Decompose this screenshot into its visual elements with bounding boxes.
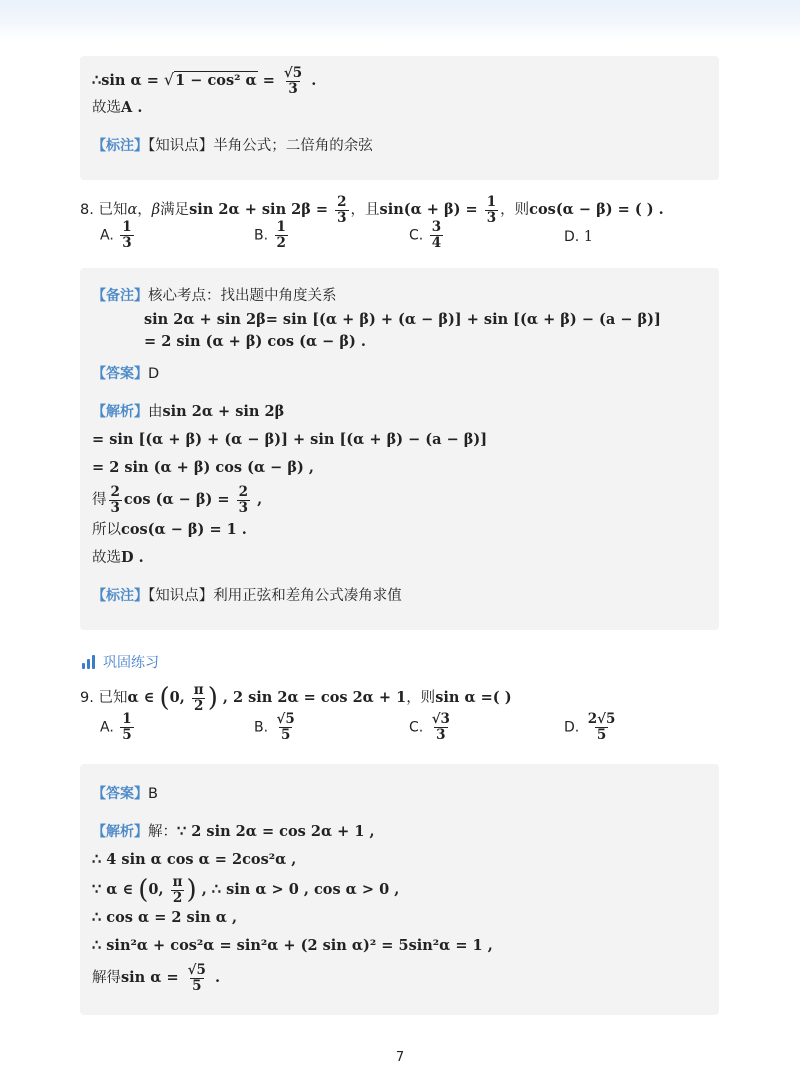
solution-box-q7-continued xyxy=(80,56,719,180)
option-a: A. $\frac{1}{5}$ xyxy=(100,711,132,743)
answer-label: 【答案】 xyxy=(92,786,148,802)
analysis-line: = 2 sin (α + β) cos (α − β) , xyxy=(92,459,314,476)
bar-chart-icon xyxy=(82,655,95,669)
section-title xyxy=(82,653,159,671)
fraction: $\frac{√5}{3}$ xyxy=(283,64,303,97)
answer-value: D xyxy=(148,366,160,382)
question-number: 9. xyxy=(80,690,94,706)
tag-line xyxy=(92,136,373,156)
option-c: C. $\frac{√3}{3}$ xyxy=(409,711,450,743)
solution-box-q9 xyxy=(80,764,719,1015)
tag-line xyxy=(92,586,402,606)
solution-line: 故选A . xyxy=(92,99,143,116)
analysis-line: 所以cos(α − β) = 1 . xyxy=(92,521,247,538)
option-c: C. $\frac{3}{4}$ xyxy=(409,219,442,251)
math-expression: sin α = xyxy=(101,72,164,89)
analysis-line: 故选D . xyxy=(92,549,144,566)
analysis-line: ∴ sin²α + cos²α = sin²α + (2 sin α)² = 5sin²α = 1 , xyxy=(92,937,493,954)
solution-box-q8 xyxy=(80,268,719,630)
analysis-line: 解得sin α = $\frac{√5}{5}$ . xyxy=(92,961,221,994)
analysis-line: 【解析】解：∵ 2 sin 2α = cos 2α + 1 , xyxy=(92,823,375,840)
option-b: B. $\frac{√5}{5}$ xyxy=(254,711,295,743)
fraction: $\frac{1}{3}$ xyxy=(486,193,497,226)
option-a: A. $\frac{1}{3}$ xyxy=(100,219,132,251)
tag-value: 【知识点】半角公式；二倍角的余弦 xyxy=(148,138,373,154)
analysis-line: 【解析】由sin 2α + sin 2β xyxy=(92,403,285,420)
answer-choice: A xyxy=(121,99,133,116)
note-line: 【备注】核心考点：找出题中角度关系 xyxy=(92,288,337,304)
section-title-text: 巩固练习 xyxy=(103,655,159,671)
analysis-line: = sin [(α + β) + (α − β)] + sin [(α + β) − (a − β)] xyxy=(92,431,488,448)
question-9-stem: 9. 已知α ∈ (0, $\frac{\pi}{2}$ ) , 2 sin 2α = cos 2α + 1，则sin α =( ) xyxy=(80,681,512,714)
tag-label: 【标注】 xyxy=(92,138,148,154)
note-label: 【备注】 xyxy=(92,288,148,304)
answer-label: 【答案】 xyxy=(92,366,148,382)
answer-line xyxy=(92,784,158,804)
analysis-line: ∵ α ∈ (0, $\frac{\pi}{2}$ ) , ∴ sin α > 0 , cos α > 0 , xyxy=(92,873,400,906)
fraction: $\frac{√5}{5}$ xyxy=(187,961,206,994)
solution-line: ∴sin α = √1 − cos² α = $\frac{√5}{3}$ . xyxy=(92,62,316,98)
fraction: $\frac{2}{3}$ xyxy=(337,193,347,226)
option-d: D. 1 xyxy=(564,229,593,245)
page-header-band xyxy=(0,0,800,40)
tag-label: 【标注】 xyxy=(92,588,148,604)
analysis-line: ∴ 4 sin α cos α = 2cos²α , xyxy=(92,851,297,868)
option-b: B. $\frac{1}{2}$ xyxy=(254,219,286,251)
option-d: D. $\frac{2√5}{5}$ xyxy=(564,711,616,743)
note-math-line: sin 2α + sin 2β= sin [(α + β) + (α − β)] + sin [(α + β) − (a − β)] xyxy=(144,311,661,328)
question-number: 8. xyxy=(80,202,94,218)
answer-value: B xyxy=(148,786,158,802)
analysis-line: 得 $\frac{2}{3}$ cos (α − β) = $\frac{2}{3}$ , xyxy=(92,483,263,516)
square-root: √1 − cos² α xyxy=(163,70,257,89)
page-number: 7 xyxy=(395,1050,405,1065)
fraction: $\frac{2}{3}$ xyxy=(110,483,120,516)
analysis-label: 【解析】 xyxy=(92,404,148,420)
question-8-stem: 8. 已知α，β满足sin 2α + sin 2β = $\frac{2}{3}$ ，且sin(α + β) = $\frac{1}{3}$ ，则cos(α − β) = ( ) . xyxy=(80,193,664,226)
answer-line xyxy=(92,364,159,384)
tag-value: 【知识点】利用正弦和差角公式凑角求值 xyxy=(148,588,402,604)
note-math-line: = 2 sin (α + β) cos (α − β) . xyxy=(144,333,366,350)
fraction: $\frac{\pi}{2}$ xyxy=(172,873,183,906)
fraction: $\frac{\pi}{2}$ xyxy=(193,681,204,714)
therefore-symbol: ∴ xyxy=(92,72,102,89)
fraction: $\frac{2}{3}$ xyxy=(238,483,249,516)
analysis-label: 【解析】 xyxy=(92,824,148,840)
analysis-line: ∴ cos α = 2 sin α , xyxy=(92,909,238,926)
